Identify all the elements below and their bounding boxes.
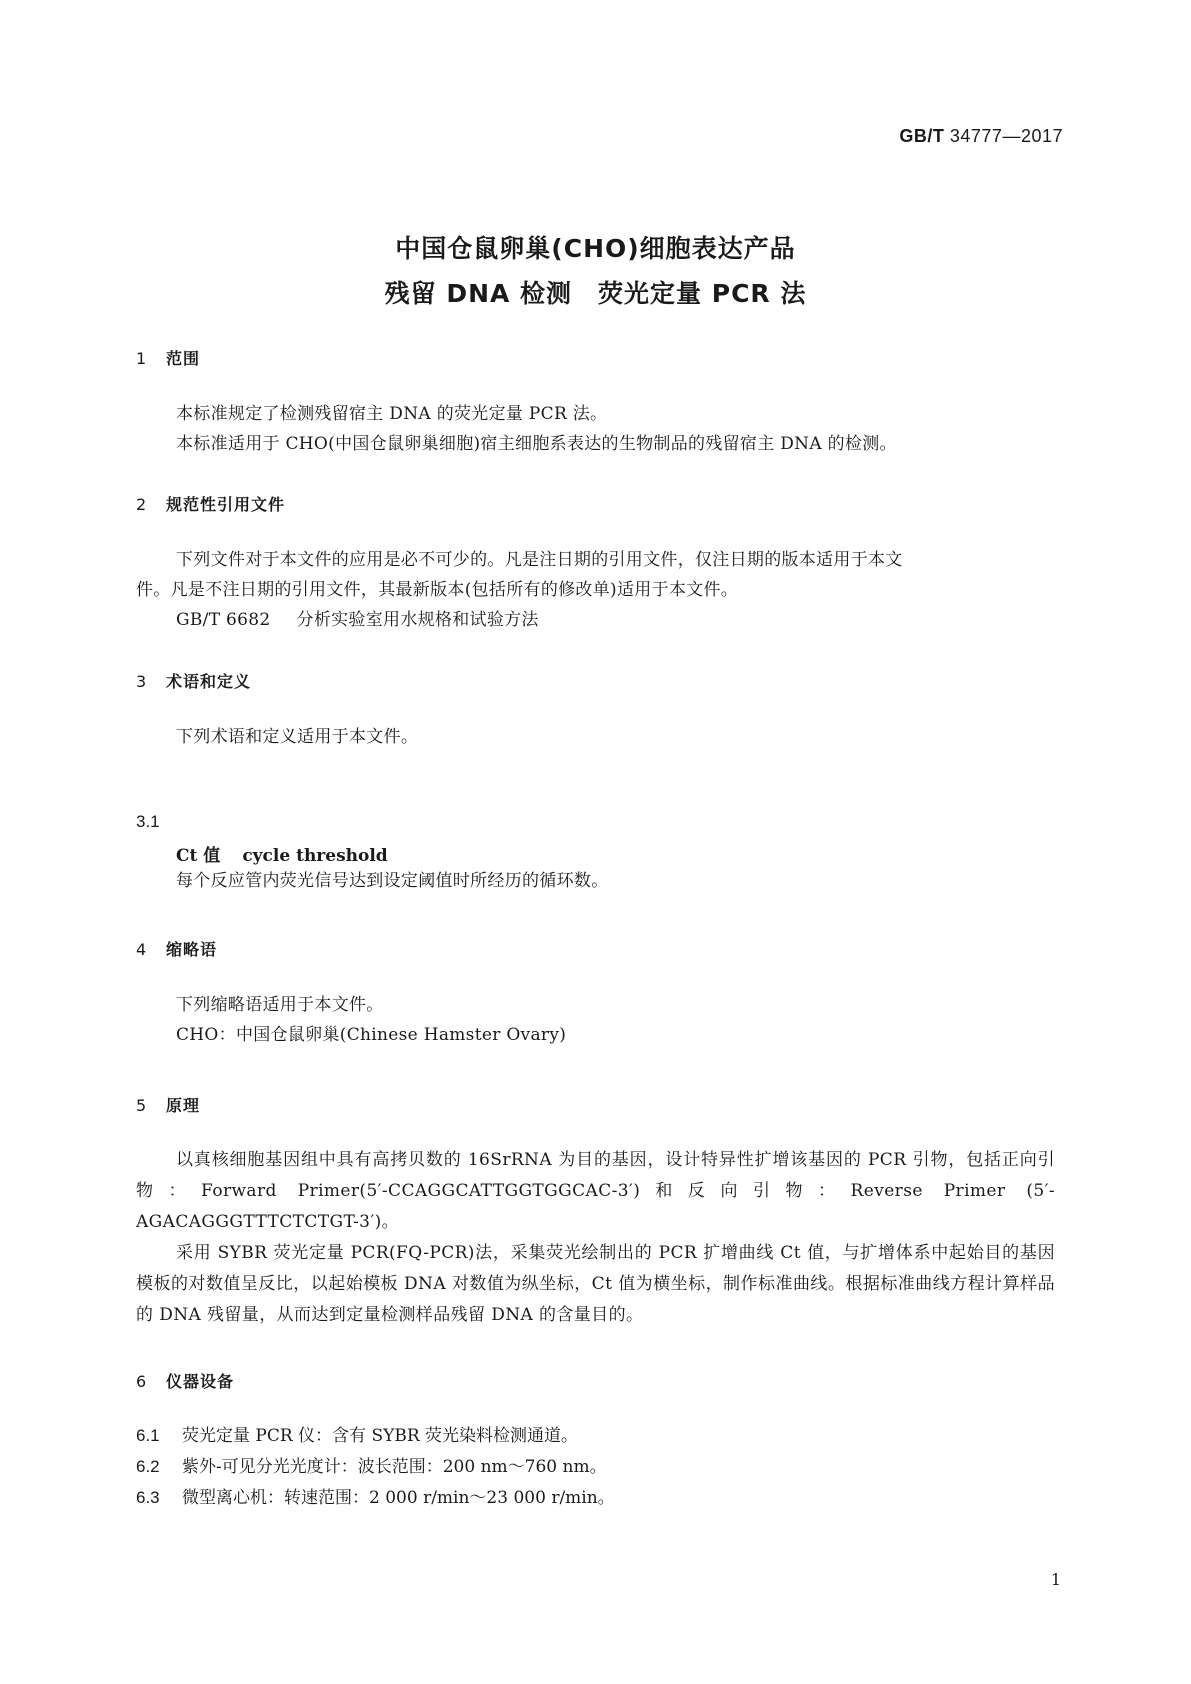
term-definition: 每个反应管内荧光信号达到设定阈值时所经历的循环数。 bbox=[176, 871, 609, 891]
subclause-number bbox=[136, 812, 182, 832]
term-english: cycle threshold bbox=[242, 846, 388, 866]
equipment-item bbox=[136, 1483, 615, 1508]
page-number: 1 bbox=[1050, 1570, 1061, 1589]
section-4-abbreviation: CHO：中国仓鼠卵巢(Chinese Hamster Ovary) bbox=[176, 1025, 567, 1045]
equipment-number: 6.1 bbox=[136, 1426, 160, 1445]
section-title: 范围 bbox=[166, 349, 201, 368]
document-title-line2: 残留 DNA 检测 荧光定量 PCR 法 bbox=[384, 279, 807, 308]
section-5-paragraph-2: 采用 SYBR 荧光定量 PCR(FQ-PCR)法，采集荧光绘制出的 PCR 扩增曲线 Ct 值，与扩增体系中起始目的基因模板的对数值呈反比，以起始模板 DNA 对数值为纵坐标，Ct 值为横坐标，制作标准曲线。根据标准曲线方程计算样品的 DNA 残留量，从而达到定量检测样品残留 DNA 的含量目的。 bbox=[136, 1243, 1055, 1325]
section-1-paragraph-2: 本标准适用于 CHO(中国仓鼠卵巢细胞)宿主细胞系表达的生物制品的残留宿主 DNA 的检测。 bbox=[176, 434, 897, 454]
section-2-heading bbox=[136, 492, 285, 515]
section-3-paragraph: 下列术语和定义适用于本文件。 bbox=[176, 727, 419, 747]
section-3-heading bbox=[136, 669, 251, 692]
section-title: 缩略语 bbox=[166, 940, 218, 959]
section-5-paragraph-1: 以真核细胞基因组中具有高拷贝数的 16SrRNA 为目的基因，设计特异性扩增该基因的 PCR 引物，包括正向引物：Forward Primer(5′-CCAGGCATTGGTGGCAC-3′)和反向引物：Reverse Primer (5′-AGACAGGGTTTCTCTGT-3′)。 bbox=[136, 1150, 1055, 1232]
equipment-number: 6.2 bbox=[136, 1457, 160, 1476]
section-title: 术语和定义 bbox=[166, 672, 252, 691]
section-number: 4 bbox=[136, 940, 148, 959]
standard-number bbox=[899, 126, 1063, 147]
section-1-heading bbox=[136, 346, 200, 369]
section-number: 1 bbox=[136, 349, 148, 368]
section-title: 原理 bbox=[166, 1096, 201, 1115]
section-number: 6 bbox=[136, 1372, 148, 1391]
equipment-number: 6.3 bbox=[136, 1488, 160, 1507]
standard-prefix: GB/T bbox=[899, 126, 945, 146]
section-2-paragraph-line-2: 件。凡是不注日期的引用文件，其最新版本(包括所有的修改单)适用于本文件。 bbox=[136, 580, 739, 600]
reference-code: GB/T 6682 bbox=[176, 610, 271, 630]
term-entry bbox=[176, 841, 388, 866]
section-2-paragraph-line-1: 下列文件对于本文件的应用是必不可少的。凡是注日期的引用文件，仅注日期的版本适用于本文 bbox=[176, 550, 903, 570]
section-5-heading bbox=[136, 1093, 200, 1116]
reference-title: 分析实验室用水规格和试验方法 bbox=[296, 610, 539, 630]
equipment-text: 紫外-可见分光光度计：波长范围：200 nm～760 nm。 bbox=[182, 1457, 607, 1477]
section-6-heading bbox=[136, 1369, 234, 1392]
equipment-text: 微型离心机：转速范围：2 000 r/min～23 000 r/min。 bbox=[182, 1488, 615, 1508]
standard-code: 34777—2017 bbox=[949, 126, 1063, 146]
section-number: 5 bbox=[136, 1096, 148, 1115]
section-1-paragraph-1: 本标准规定了检测残留宿主 DNA 的荧光定量 PCR 法。 bbox=[176, 404, 608, 424]
equipment-text: 荧光定量 PCR 仪：含有 SYBR 荧光染料检测通道。 bbox=[182, 1426, 579, 1446]
section-4-heading bbox=[136, 937, 217, 960]
subclause-3-1-number: 3.1 bbox=[136, 812, 160, 831]
normative-reference bbox=[176, 605, 539, 635]
term-chinese: Ct 值 bbox=[176, 846, 221, 866]
section-number: 2 bbox=[136, 495, 148, 514]
section-title: 规范性引用文件 bbox=[166, 495, 286, 514]
section-number: 3 bbox=[136, 672, 148, 691]
equipment-item bbox=[136, 1452, 607, 1477]
document-title-line1: 中国仓鼠卵巢(CHO)细胞表达产品 bbox=[395, 234, 796, 263]
equipment-item bbox=[136, 1421, 578, 1446]
section-title: 仪器设备 bbox=[166, 1372, 235, 1391]
section-4-paragraph-1: 下列缩略语适用于本文件。 bbox=[176, 995, 384, 1015]
